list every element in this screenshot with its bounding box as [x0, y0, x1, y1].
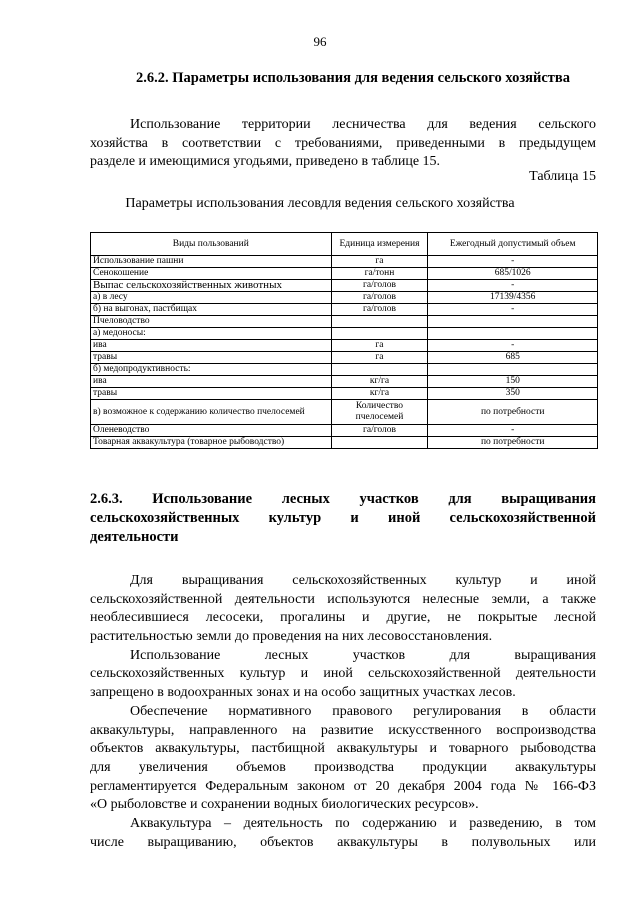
subsection-heading-line: сельскохозяйственных культур и иной сельскохозяйственной: [90, 510, 596, 526]
table-cell: Товарная аквакультура (товарное рыбоводство): [91, 437, 332, 449]
table-cell: а) в лесу: [91, 292, 332, 304]
table-cell: -: [428, 340, 598, 352]
body-line: сельскохозяйственной деятельности используются нелесные земли, а также: [90, 591, 596, 607]
table-header-cell: Ежегодный допустимый объем: [428, 233, 598, 256]
table-cell: Выпас сельскохозяйственных животных: [91, 280, 332, 292]
table-cell: га: [331, 340, 428, 352]
body-paragraphs: [90, 572, 596, 852]
table-cell: травы: [91, 388, 332, 400]
body-line: Использование лесных участков для выращивания: [130, 647, 596, 663]
body-line: Аквакультура – деятельность по содержанию и разведению, в том: [130, 815, 596, 831]
table-cell: га/голов: [331, 425, 428, 437]
table-cell: -: [428, 425, 598, 437]
table-cell: б) медопродуктивность:: [91, 364, 332, 376]
subsection-heading: [90, 490, 596, 547]
table-row: [91, 352, 598, 364]
table-cell: га/голов: [331, 280, 428, 292]
table-row: [91, 292, 598, 304]
table-cell: ива: [91, 340, 332, 352]
table-cell: ива: [91, 376, 332, 388]
body-line: Обеспечение нормативного правового регулирования в области: [130, 703, 596, 719]
table-cell: [331, 316, 428, 328]
body-line: растительностью земли до проведения на них лесовосстановления.: [90, 629, 493, 645]
table-cell: га/голов: [331, 304, 428, 316]
body-line: необлесившиеся лесосеки, прогалины и другие, не покрытые лесной: [90, 610, 596, 626]
body-line: Для выращивания сельскохозяйственных культур и иной: [130, 573, 596, 588]
body-line: регламентируется Федеральным законом от 20 декабря 2004 года № 166-ФЗ: [90, 778, 596, 794]
table-cell: кг/га: [331, 376, 428, 388]
table-cell: га/голов: [331, 292, 428, 304]
table-cell: б) на выгонах, пастбищах: [91, 304, 332, 316]
table-cell: [428, 316, 598, 328]
table-row: [91, 400, 598, 425]
body-line: «О рыболовстве и сохранении водных биологических ресурсов».: [90, 797, 479, 813]
subsection-heading-line: 2.6.3. Использование лесных участков для выращивания: [90, 491, 596, 507]
intro-paragraph: [90, 116, 596, 172]
subsection-heading-line: деятельности: [90, 529, 179, 545]
table-row: [91, 280, 598, 292]
table-cell: 685/1026: [428, 268, 598, 280]
table-caption: Параметры использования лесовдля ведения сельского хозяйства: [125, 196, 515, 211]
page-number: 96: [313, 34, 327, 49]
table-row: [91, 425, 598, 437]
section-heading: 2.6.2. Параметры использования для ведения сельского хозяйства: [136, 70, 570, 86]
table-cell: Сенокошение: [91, 268, 332, 280]
table-cell: 150: [428, 376, 598, 388]
intro-line: хозяйства в соответствии с требованиями, приведенными в предыдущем: [90, 135, 596, 151]
table-header-cell: Виды пользований: [91, 233, 332, 256]
table-row: [91, 316, 598, 328]
table-cell: га: [331, 256, 428, 268]
table-cell: 17139/4356: [428, 292, 598, 304]
table-cell: -: [428, 280, 598, 292]
table-row: [91, 437, 598, 449]
table-cell: -: [428, 304, 598, 316]
table-cell: -: [428, 256, 598, 268]
table-cell: травы: [91, 352, 332, 364]
table-cell: 685: [428, 352, 598, 364]
table-cell: [331, 328, 428, 340]
table-label: Таблица 15: [529, 169, 596, 184]
table-cell: Количество пчелосемей: [331, 400, 428, 425]
table-row: [91, 304, 598, 316]
table-cell: по потребности: [428, 400, 598, 425]
body-line: аквакультуры, направленного на развитие искусственного воспроизводства: [90, 722, 596, 738]
body-line: числе выращиванию, объектов аквакультуры в полувольных или: [90, 834, 596, 850]
table-cell: Пчеловодство: [91, 316, 332, 328]
table-cell: [428, 328, 598, 340]
table-row: [91, 268, 598, 280]
table-cell: по потребности: [428, 437, 598, 449]
parameters-table: [90, 232, 598, 449]
table-row: [91, 388, 598, 400]
table-cell: [331, 364, 428, 376]
table-cell: [428, 364, 598, 376]
table-cell: а) медоносы:: [91, 328, 332, 340]
table-row: [91, 364, 598, 376]
body-line: объектов аквакультуры, пастбищной аквакультуры и товарного рыбоводства: [90, 741, 596, 757]
table-cell: га: [331, 352, 428, 364]
table-cell: кг/га: [331, 388, 428, 400]
table-row: [91, 256, 598, 268]
table-header-cell: Единица измерения: [331, 233, 428, 256]
table-cell: [331, 437, 428, 449]
table-cell: 350: [428, 388, 598, 400]
table-row: [91, 340, 598, 352]
body-line: запрещено в водоохранных зонах и на особо защитных участках лесов.: [90, 685, 516, 701]
table-cell: Использование пашни: [91, 256, 332, 268]
table-row: [91, 376, 598, 388]
table-header-row: [91, 233, 598, 256]
intro-line: Использование территории лесничества для ведения сельского: [130, 117, 596, 132]
intro-line: разделе и имеющимися угодьями, приведено в таблице 15.: [90, 154, 441, 170]
table-row: [91, 328, 598, 340]
body-line: сельскохозяйственных культур и иной сельскохозяйственной деятельности: [90, 666, 596, 682]
table-cell: га/тонн: [331, 268, 428, 280]
body-line: для увеличения объемов производства продукции аквакультуры: [90, 759, 596, 775]
table-cell: Оленеводство: [91, 425, 332, 437]
table-cell: в) возможное к содержанию количество пчелосемей: [91, 400, 332, 425]
